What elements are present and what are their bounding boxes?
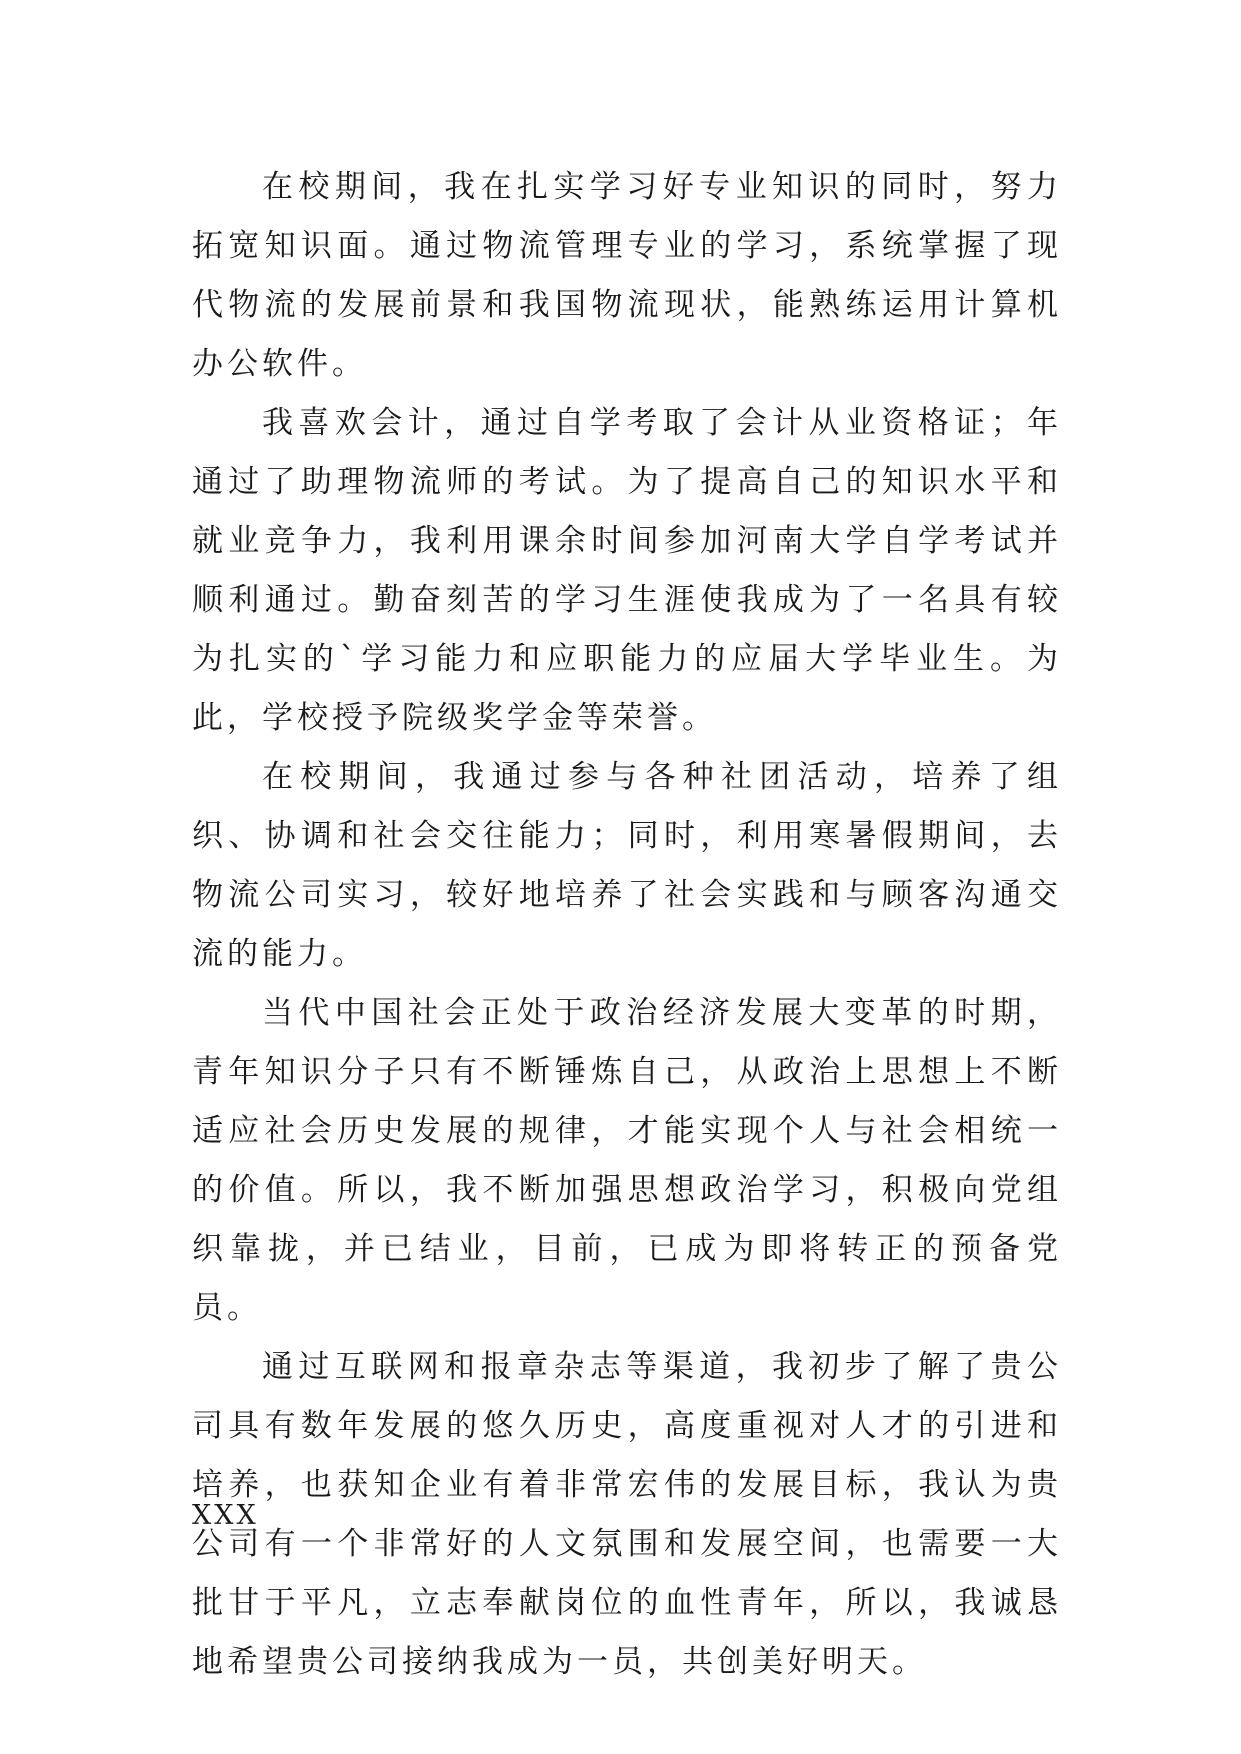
letter-body (192, 158, 1062, 1692)
paragraph-1: 在校期间，我在扎实学习好专业知识的同时，努力拓宽知识面。通过物流管理专业的学习，系统掌握了现代物流的发展前景和我国物流现状，能熟练运用计算机办公软件。 (192, 169, 1062, 382)
paragraph-3: 在校期间，我通过参与各种社团活动，培养了组织、协调和社会交往能力；同时，利用寒暑假期间，去物流公司实习，较好地培养了社会实践和与顾客沟通交流的能力。 (192, 759, 1062, 972)
paragraph-2: 我喜欢会计，通过自学考取了会计从业资格证；年通过了助理物流师的考试。为了提高自己的知识水平和就业竞争力，我利用课余时间参加河南大学自学考试并顺利通过。勤奋刻苦的学习生涯使我成为了一名具有较为扎实的`学习能力和应职能力的应届大学毕业生。为此，学校授予院级奖学金等荣誉。 (192, 405, 1062, 736)
paragraph-4: 当代中国社会正处于政治经济发展大变革的时期，青年知识分子只有不断锤炼自己，从政治上思想上不断适应社会历史发展的规律，才能实现个人与社会相统一的价值。所以，我不断加强思想政治学习，积极向党组织靠拢，并已结业，目前，已成为即将转正的预备党员。 (192, 995, 1062, 1326)
paragraph-5: 通过互联网和报章杂志等渠道，我初步了解了贵公司具有数年发展的悠久历史，高度重视对人才的引进和培养，也获知企业有着非常宏伟的发展目标，我认为贵公司有一个非常好的人文氛围和发展空间，也需要一大批甘于平凡，立志奉献岗位的血性青年，所以，我诚恳地希望贵公司接纳我成为一员，共创美好明天。 (192, 1349, 1062, 1680)
signature: XXX (192, 1500, 259, 1531)
